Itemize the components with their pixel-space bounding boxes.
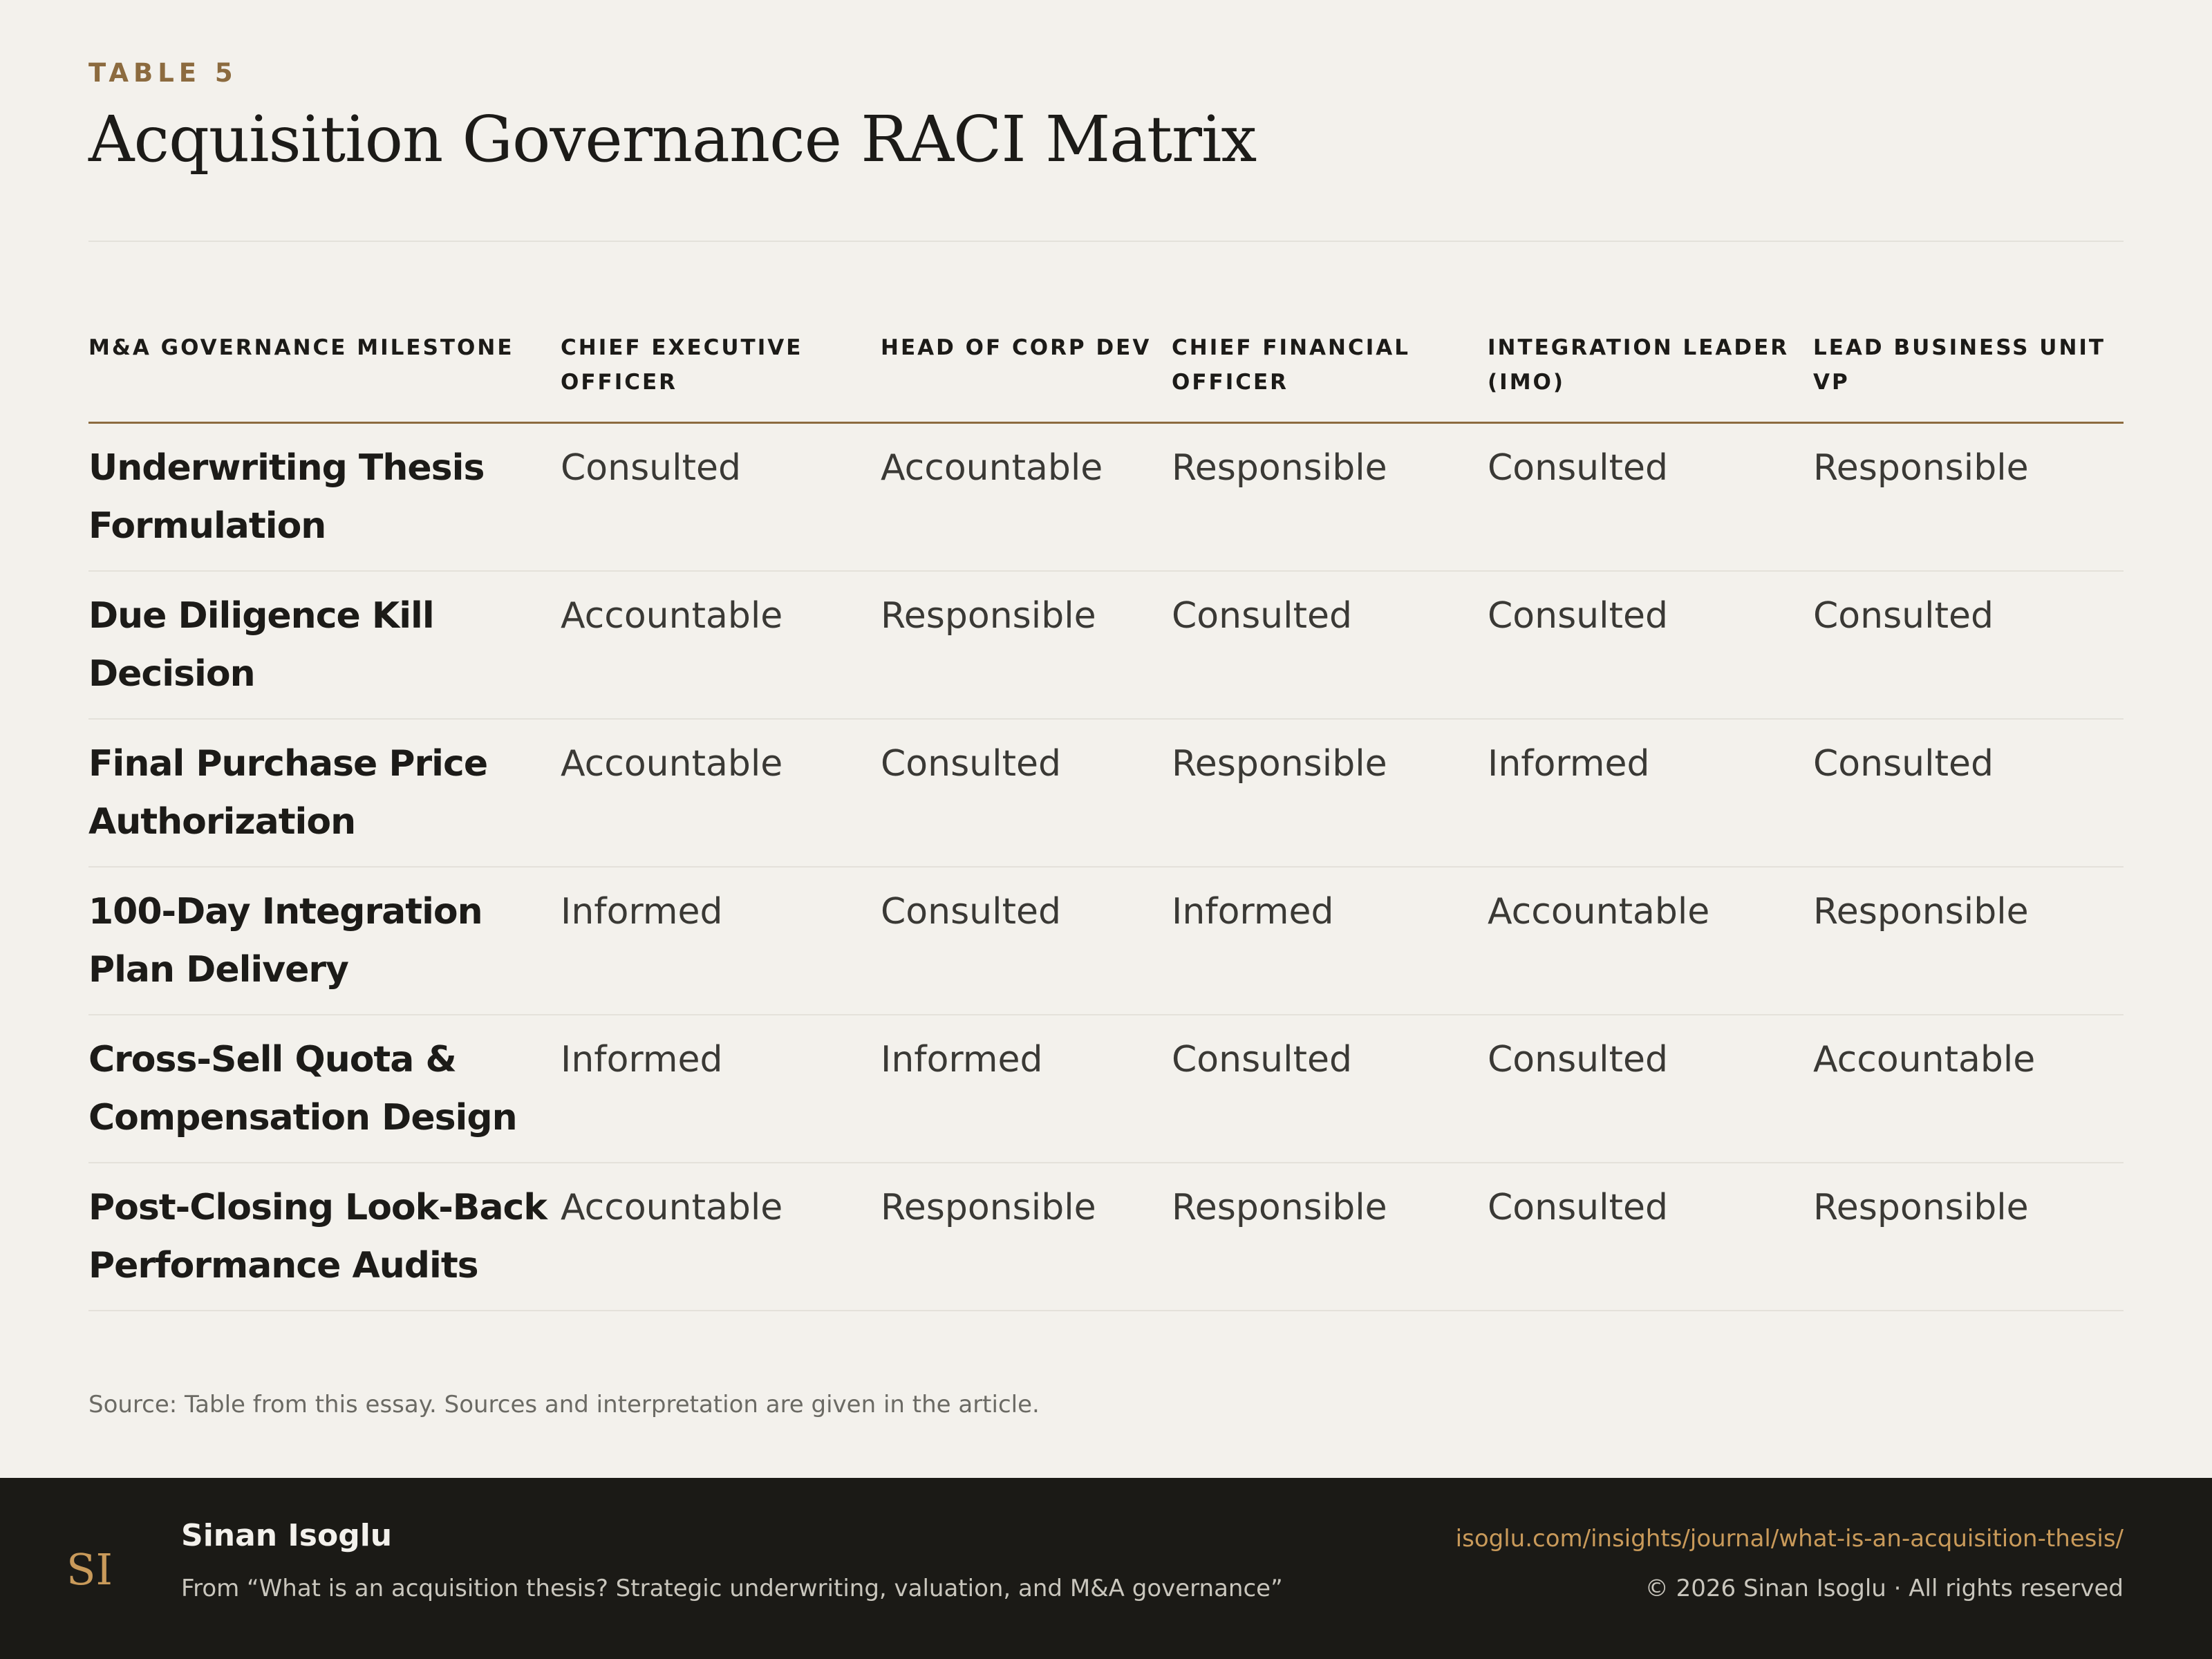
raci-cell: Responsible (1813, 423, 2124, 572)
author-name: Sinan Isoglu (181, 1518, 393, 1553)
article-reference: From “What is an acquisition thesis? Strategic underwriting, valuation, and M&A governance” (181, 1575, 1283, 1602)
column-header-bu-vp: LEAD BUSINESS UNIT VP (1813, 330, 2124, 423)
milestone-cell: Final Purchase Price Authorization (88, 719, 561, 867)
column-header-integration-leader: INTEGRATION LEADER (IMO) (1488, 330, 1813, 423)
table-header-row (88, 330, 2124, 423)
raci-cell: Consulted (1488, 1163, 1813, 1311)
raci-cell: Accountable (561, 719, 881, 867)
raci-cell: Responsible (881, 1163, 1172, 1311)
raci-cell: Responsible (1813, 1163, 2124, 1311)
column-header-corp-dev: HEAD OF CORP DEV (881, 330, 1172, 423)
source-note: Source: Table from this essay. Sources and interpretation are given in the article. (88, 1391, 1040, 1418)
page-title: Acquisition Governance RACI Matrix (88, 102, 1257, 176)
title-divider (88, 241, 2124, 242)
raci-cell: Accountable (1813, 1015, 2124, 1163)
monogram-logo-icon (64, 1535, 119, 1604)
raci-table (88, 330, 2124, 1311)
table-row (88, 719, 2124, 867)
raci-cell: Responsible (1172, 423, 1488, 572)
raci-cell: Consulted (1488, 423, 1813, 572)
raci-cell: Consulted (561, 423, 881, 572)
raci-cell: Consulted (1813, 719, 2124, 867)
article-link[interactable]: isoglu.com/insights/journal/what-is-an-acquisition-thesis/ (1455, 1525, 2124, 1553)
table-row (88, 423, 2124, 572)
raci-cell: Responsible (881, 571, 1172, 719)
raci-cell: Responsible (1172, 719, 1488, 867)
raci-cell: Informed (881, 1015, 1172, 1163)
table-row (88, 867, 2124, 1015)
raci-cell: Accountable (1488, 867, 1813, 1015)
table-row (88, 1163, 2124, 1311)
raci-cell: Informed (1172, 867, 1488, 1015)
milestone-cell: 100-Day Integration Plan Delivery (88, 867, 561, 1015)
raci-cell: Informed (1488, 719, 1813, 867)
milestone-cell: Post-Closing Look-Back Performance Audits (88, 1163, 561, 1311)
milestone-cell: Underwriting Thesis Formulation (88, 423, 561, 572)
raci-cell: Accountable (561, 571, 881, 719)
copyright-notice: © 2026 Sinan Isoglu · All rights reserved (1644, 1575, 2124, 1602)
table-row (88, 1015, 2124, 1163)
raci-cell: Consulted (881, 867, 1172, 1015)
svg-text:SI: SI (66, 1544, 113, 1595)
raci-cell: Accountable (561, 1163, 881, 1311)
raci-cell: Responsible (1813, 867, 2124, 1015)
raci-cell: Consulted (1488, 1015, 1813, 1163)
raci-cell: Consulted (1172, 571, 1488, 719)
table-row (88, 571, 2124, 719)
raci-cell: Informed (561, 867, 881, 1015)
table-number: TABLE 5 (88, 58, 238, 88)
column-header-milestone: M&A GOVERNANCE MILESTONE (88, 330, 561, 423)
column-header-cfo: CHIEF FINANCIAL OFFICER (1172, 330, 1488, 423)
raci-cell: Responsible (1172, 1163, 1488, 1311)
raci-cell: Informed (561, 1015, 881, 1163)
raci-cell: Consulted (1488, 571, 1813, 719)
raci-cell: Consulted (881, 719, 1172, 867)
footer (0, 1478, 2212, 1659)
column-header-ceo: CHIEF EXECUTIVE OFFICER (561, 330, 881, 423)
milestone-cell: Due Diligence Kill Decision (88, 571, 561, 719)
raci-cell: Consulted (1813, 571, 2124, 719)
raci-cell: Consulted (1172, 1015, 1488, 1163)
milestone-cell: Cross-Sell Quota & Compensation Design (88, 1015, 561, 1163)
raci-cell: Accountable (881, 423, 1172, 572)
